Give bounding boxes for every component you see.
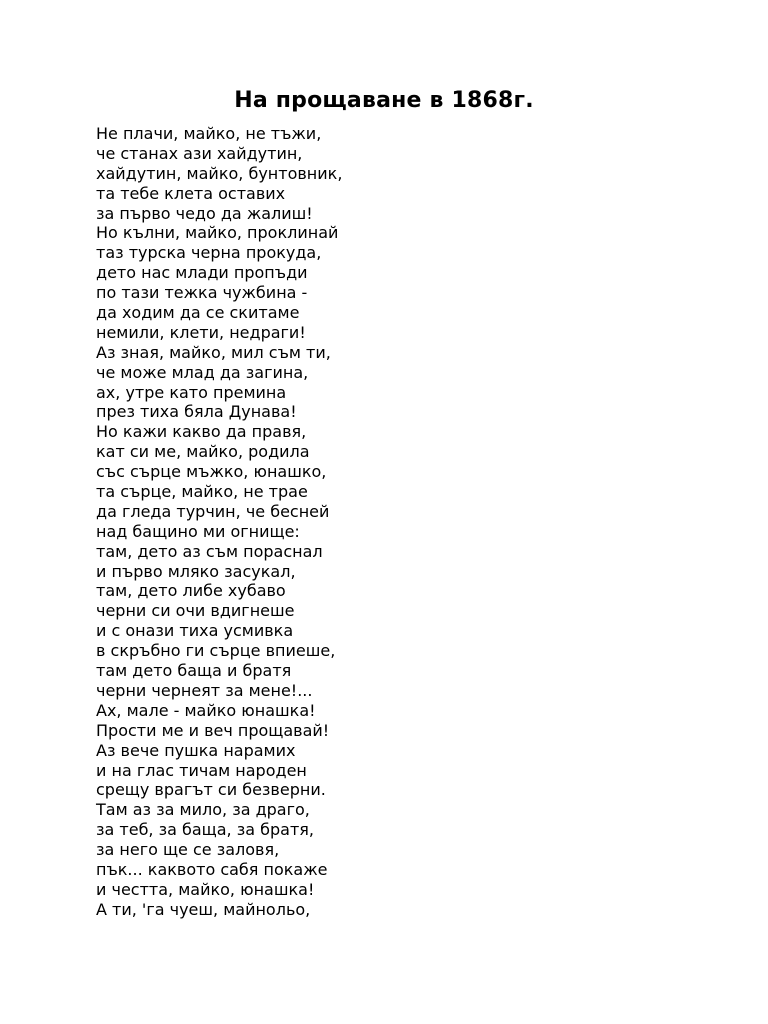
poem-line: срещу врагът си безверни. bbox=[96, 780, 326, 800]
poem-line: черни си очи вдигнеше bbox=[96, 601, 295, 621]
poem-line: там, дето аз съм пораснал bbox=[96, 541, 323, 561]
poem-title: На прощаване в 1868г. bbox=[234, 88, 534, 113]
poem-line: и честта, майко, юнашка! bbox=[96, 879, 315, 899]
poem-line: таз турска черна прокуда, bbox=[96, 243, 322, 263]
poem-line: Но кажи какво да правя, bbox=[96, 422, 307, 442]
poem-line: и с онази тиха усмивка bbox=[96, 621, 294, 641]
poem-line: за първо чедо да жалиш! bbox=[96, 203, 313, 223]
poem-text bbox=[96, 124, 716, 920]
poem-line: със сърце мъжко, юнашко, bbox=[96, 462, 327, 482]
poem-line: в скръбно ги сърце впиеше, bbox=[96, 641, 336, 661]
poem-line: А ти, 'га чуеш, майнольо, bbox=[96, 899, 311, 919]
poem-line: по тази тежка чужбина - bbox=[96, 283, 308, 303]
poem-line: че станах ази хайдутин, bbox=[96, 143, 303, 163]
poem-line: Не плачи, майко, не тъжи, bbox=[96, 124, 322, 143]
poem-line: за теб, за баща, за братя, bbox=[96, 820, 314, 840]
poem-line: че може млад да загина, bbox=[96, 362, 309, 382]
poem-line: да гледа турчин, че бесней bbox=[96, 501, 330, 521]
poem-line: Прости ме и веч прощавай! bbox=[96, 720, 330, 740]
poem-line: Ах, мале - майко юнашка! bbox=[96, 700, 316, 720]
poem-line: та сърце, майко, не трае bbox=[96, 482, 308, 502]
poem-line: там дето баща и братя bbox=[96, 661, 292, 681]
poem-line: Но кълни, майко, проклинай bbox=[96, 223, 339, 243]
poem-line: ах, утре като премина bbox=[96, 382, 287, 402]
poem-line: Там аз за мило, за драго, bbox=[96, 800, 310, 820]
poem-line: там, дето либе хубаво bbox=[96, 581, 286, 601]
poem-line: за него ще се заловя, bbox=[96, 840, 280, 860]
poem-line: немили, клети, недраги! bbox=[96, 322, 306, 342]
poem-line: та тебе клета оставих bbox=[96, 183, 286, 203]
poem-line: да ходим да се скитаме bbox=[96, 303, 300, 323]
poem-line: пък... каквото сабя покаже bbox=[96, 859, 328, 879]
poem-line: и първо мляко засукал, bbox=[96, 561, 296, 581]
poem-line: Аз зная, майко, мил съм ти, bbox=[96, 342, 331, 362]
poem-line: и на глас тичам народен bbox=[96, 760, 307, 780]
poem-line: черни чернеят за мене!... bbox=[96, 680, 313, 700]
poem-line: над бащино ми огнище: bbox=[96, 521, 300, 541]
poem-line: хайдутин, майко, бунтовник, bbox=[96, 163, 343, 183]
poem-line: през тиха бяла Дунава! bbox=[96, 402, 297, 422]
poem-line: кат си ме, майко, родила bbox=[96, 442, 310, 462]
poem-line: дето нас млади пропъди bbox=[96, 263, 308, 283]
poem-line: Аз вече пушка нарамих bbox=[96, 740, 296, 760]
